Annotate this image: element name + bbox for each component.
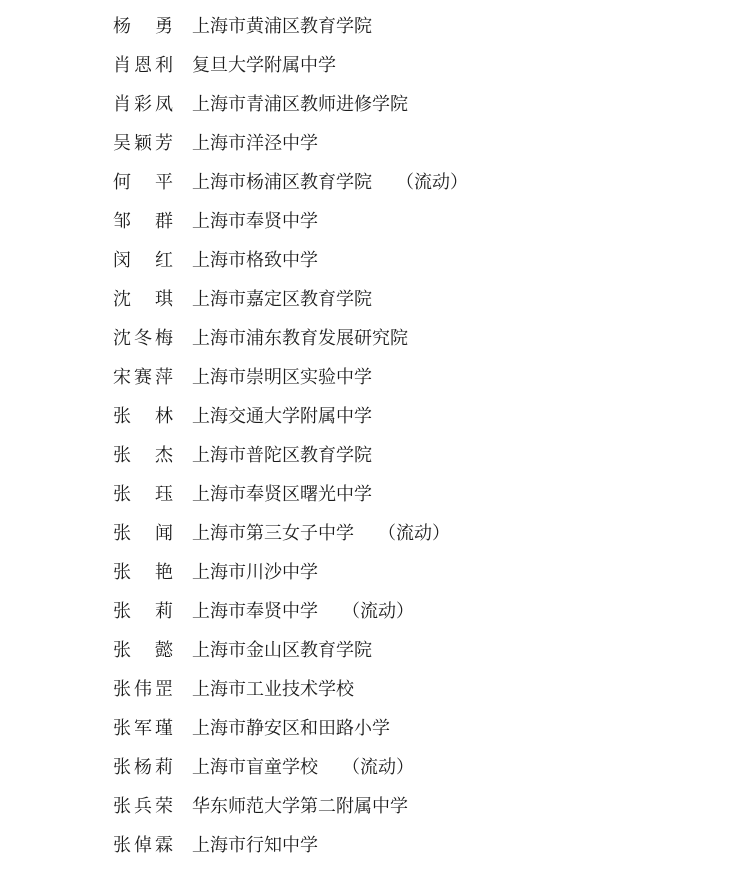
- organization: 上海市格致中学: [192, 250, 318, 271]
- person-name: 肖恩利: [113, 55, 173, 76]
- note: （流动）: [342, 601, 414, 622]
- organization: 上海市洋泾中学: [192, 133, 318, 154]
- person-name: 张 莉: [113, 601, 173, 622]
- list-item: [0, 358, 743, 397]
- list-item: [0, 592, 743, 631]
- affiliation: [192, 787, 432, 826]
- affiliation: [192, 748, 414, 787]
- person-name: 沈 琪: [113, 289, 173, 310]
- list-item: [0, 202, 743, 241]
- person-name: 沈冬梅: [113, 328, 173, 349]
- note: （流动）: [378, 523, 450, 544]
- person-name: 宋赛萍: [113, 367, 173, 388]
- person-name: 张兵荣: [113, 796, 173, 817]
- organization: 上海交通大学附属中学: [192, 406, 372, 427]
- organization: 上海市青浦区教师进修学院: [192, 94, 408, 115]
- list-item: [0, 670, 743, 709]
- organization: 上海市普陀区教育学院: [192, 445, 372, 466]
- affiliation: [192, 358, 396, 397]
- person-name: 张倬霖: [113, 835, 173, 856]
- person-name: 张 林: [113, 406, 173, 427]
- person-name: 张杨莉: [113, 757, 173, 778]
- organization: 上海市工业技术学校: [192, 679, 354, 700]
- organization: 华东师范大学第二附属中学: [192, 796, 408, 817]
- organization: 上海市崇明区实验中学: [192, 367, 372, 388]
- name-list: [0, 7, 743, 865]
- list-item: [0, 826, 743, 865]
- list-item: [0, 475, 743, 514]
- list-item: [0, 124, 743, 163]
- note: （流动）: [396, 172, 468, 193]
- organization: 上海市盲童学校: [192, 757, 318, 778]
- person-name: 张 闻: [113, 523, 173, 544]
- list-item: [0, 319, 743, 358]
- organization: 上海市嘉定区教育学院: [192, 289, 372, 310]
- person-name: 闵 红: [113, 250, 173, 271]
- organization: 上海市黄浦区教育学院: [192, 16, 372, 37]
- affiliation: [192, 280, 396, 319]
- list-item: [0, 436, 743, 475]
- list-item: [0, 241, 743, 280]
- affiliation: [192, 241, 342, 280]
- person-name: 张 珏: [113, 484, 173, 505]
- affiliation: [192, 475, 396, 514]
- affiliation: [192, 202, 342, 241]
- affiliation: [192, 319, 432, 358]
- list-item: [0, 631, 743, 670]
- note: （流动）: [342, 757, 414, 778]
- person-name: 张军瑾: [113, 718, 173, 739]
- list-item: [0, 514, 743, 553]
- organization: 上海市行知中学: [192, 835, 318, 856]
- list-item: [0, 85, 743, 124]
- list-item: [0, 46, 743, 85]
- list-item: [0, 163, 743, 202]
- organization: 上海市第三女子中学: [192, 523, 354, 544]
- affiliation: [192, 592, 414, 631]
- person-name: 吴颖芳: [113, 133, 173, 154]
- list-item: [0, 553, 743, 592]
- list-item: [0, 397, 743, 436]
- person-name: 张 杰: [113, 445, 173, 466]
- organization: 上海市奉贤中学: [192, 211, 318, 232]
- affiliation: [192, 124, 342, 163]
- affiliation: [192, 436, 396, 475]
- affiliation: [192, 709, 414, 748]
- affiliation: [192, 670, 378, 709]
- organization: 上海市金山区教育学院: [192, 640, 372, 661]
- person-name: 杨 勇: [113, 16, 173, 37]
- organization: 上海市浦东教育发展研究院: [192, 328, 408, 349]
- list-item: [0, 787, 743, 826]
- affiliation: [192, 631, 396, 670]
- person-name: 张 艳: [113, 562, 173, 583]
- affiliation: [192, 397, 396, 436]
- affiliation: [192, 85, 432, 124]
- affiliation: [192, 163, 468, 202]
- person-name: 张伟罡: [113, 679, 173, 700]
- affiliation: [192, 826, 342, 865]
- affiliation: [192, 7, 396, 46]
- person-name: 肖彩凤: [113, 94, 173, 115]
- person-name: 何 平: [113, 172, 173, 193]
- affiliation: [192, 514, 450, 553]
- organization: 上海市静安区和田路小学: [192, 718, 390, 739]
- affiliation: [192, 46, 360, 85]
- list-item: [0, 748, 743, 787]
- person-name: 邹 群: [113, 211, 173, 232]
- list-item: [0, 709, 743, 748]
- organization: 上海市杨浦区教育学院: [192, 172, 372, 193]
- list-item: [0, 7, 743, 46]
- organization: 复旦大学附属中学: [192, 55, 336, 76]
- affiliation: [192, 553, 342, 592]
- person-name: 张 懿: [113, 640, 173, 661]
- organization: 上海市奉贤中学: [192, 601, 318, 622]
- organization: 上海市川沙中学: [192, 562, 318, 583]
- list-item: [0, 280, 743, 319]
- organization: 上海市奉贤区曙光中学: [192, 484, 372, 505]
